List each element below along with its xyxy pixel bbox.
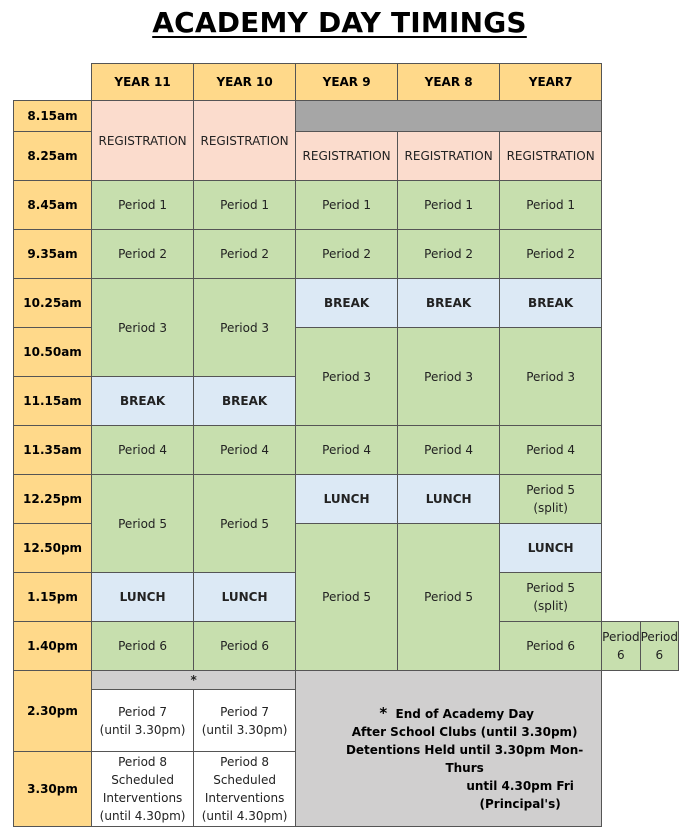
notes-text (296, 684, 601, 813)
period-label: Period 8 (118, 755, 167, 769)
year-7-period-5-split-b (500, 573, 602, 622)
year-9-break: BREAK (296, 279, 398, 328)
year-10-period-1: Period 1 (194, 181, 296, 230)
year-9-period-2: Period 2 (296, 230, 398, 279)
year-9-lunch: LUNCH (296, 475, 398, 524)
year-11-header: YEAR 11 (92, 64, 194, 101)
period-time: (until 3.30pm) (99, 722, 186, 737)
year-10-period-8 (194, 752, 296, 827)
note-detentions-friday: until 4.30pm Fri (Principal's) (466, 779, 574, 811)
year-7-period-4: Period 4 (500, 426, 602, 475)
year-7-lunch: LUNCH (500, 524, 602, 573)
year-9-period-4: Period 4 (296, 426, 398, 475)
year-8-period-5: Period 5 (398, 524, 500, 671)
note-end-of-day: End of Academy Day (395, 707, 534, 721)
year-9-period-1: Period 1 (296, 181, 398, 230)
period-time: (until 4.30pm) (201, 809, 288, 823)
time-cell: 8.45am (14, 181, 92, 230)
table-row (14, 475, 679, 524)
table-row (14, 181, 679, 230)
year-11-period-1: Period 1 (92, 181, 194, 230)
lower-years-blank (296, 101, 602, 132)
time-cell: 11.35am (14, 426, 92, 475)
timetable (13, 63, 679, 827)
year-9-header: YEAR 9 (296, 64, 398, 101)
time-cell: 10.25am (14, 279, 92, 328)
year-10-lunch: LUNCH (194, 573, 296, 622)
year-10-break: BREAK (194, 377, 296, 426)
note-after-school-clubs: After School Clubs (until 3.30pm) (351, 725, 578, 739)
time-cell: 12.25pm (14, 475, 92, 524)
split-label: (split) (533, 599, 568, 613)
year-11-period-7 (92, 690, 194, 752)
time-cell: 1.40pm (14, 622, 92, 671)
table-row (14, 279, 679, 328)
period-label: Period 5 (526, 483, 576, 497)
year-10-header: YEAR 10 (194, 64, 296, 101)
year-9-registration: REGISTRATION (296, 132, 398, 181)
time-cell: 11.15am (14, 377, 92, 426)
notes-asterisk: * (379, 704, 388, 722)
time-cell: 2.30pm (14, 671, 92, 752)
year-8-period-3: Period 3 (398, 328, 500, 426)
year-11-period-8 (92, 752, 194, 827)
year-7-registration: REGISTRATION (500, 132, 602, 181)
period-line: Interventions (204, 791, 285, 805)
year-7-period-2: Period 2 (500, 230, 602, 279)
period-label: Period 5 (526, 581, 576, 595)
year-8-period-1: Period 1 (398, 181, 500, 230)
time-cell: 9.35am (14, 230, 92, 279)
year-11-period-4: Period 4 (92, 426, 194, 475)
table-row (14, 230, 679, 279)
time-cell: 10.50am (14, 328, 92, 377)
year-10-period-2: Period 2 (194, 230, 296, 279)
year-9-period-3: Period 3 (296, 328, 398, 426)
year-8-period-2: Period 2 (398, 230, 500, 279)
table-row (14, 671, 679, 690)
year-8-period-4: Period 4 (398, 426, 500, 475)
year-10-period-6: Period 6 (194, 622, 296, 671)
time-cell: 8.15am (14, 101, 92, 132)
year-11-period-6: Period 6 (92, 622, 194, 671)
notes-panel (296, 671, 602, 827)
year-10-period-5: Period 5 (194, 475, 296, 573)
note-detentions: Detentions Held until 3.30pm Mon-Thurs (345, 743, 584, 775)
end-of-day-marker: * (92, 671, 296, 690)
year-7-period-6: Period 6 (640, 622, 678, 671)
table-row (14, 101, 679, 132)
year-10-period-7 (194, 690, 296, 752)
table-row (14, 426, 679, 475)
year-7-break: BREAK (500, 279, 602, 328)
year-11-period-2: Period 2 (92, 230, 194, 279)
year-7-period-5-split-a (500, 475, 602, 524)
year-9-period-5: Period 5 (296, 524, 398, 671)
period-time: (until 4.30pm) (99, 809, 186, 823)
time-cell: 8.25am (14, 132, 92, 181)
period-time: (until 3.30pm) (201, 722, 288, 737)
split-label: (split) (533, 501, 568, 515)
year-10-period-4: Period 4 (194, 426, 296, 475)
year-11-registration: REGISTRATION (92, 101, 194, 181)
period-label: Period 7 (118, 704, 167, 719)
year-7-header: YEAR7 (500, 64, 602, 101)
time-cell: 12.50pm (14, 524, 92, 573)
year-9-period-6: Period 6 (500, 622, 602, 671)
year-8-break: BREAK (398, 279, 500, 328)
period-line: Interventions (102, 791, 183, 805)
year-8-lunch: LUNCH (398, 475, 500, 524)
time-cell: 3.30pm (14, 752, 92, 827)
period-label: Period 8 (220, 755, 270, 769)
period-label: Period 7 (220, 704, 270, 719)
corner-cell (14, 64, 92, 101)
year-11-period-3: Period 3 (92, 279, 194, 377)
year-8-period-6: Period 6 (602, 622, 640, 671)
time-cell: 1.15pm (14, 573, 92, 622)
year-8-header: YEAR 8 (398, 64, 500, 101)
year-11-break: BREAK (92, 377, 194, 426)
page-title: ACADEMY DAY TIMINGS (152, 6, 527, 39)
year-10-period-3: Period 3 (194, 279, 296, 377)
year-11-lunch: LUNCH (92, 573, 194, 622)
year-7-period-3: Period 3 (500, 328, 602, 426)
year-11-period-5: Period 5 (92, 475, 194, 573)
year-8-registration: REGISTRATION (398, 132, 500, 181)
year-7-period-1: Period 1 (500, 181, 602, 230)
year-10-registration: REGISTRATION (194, 101, 296, 181)
header-row (14, 64, 679, 101)
period-line: Scheduled (111, 773, 174, 787)
period-line: Scheduled (213, 773, 276, 787)
